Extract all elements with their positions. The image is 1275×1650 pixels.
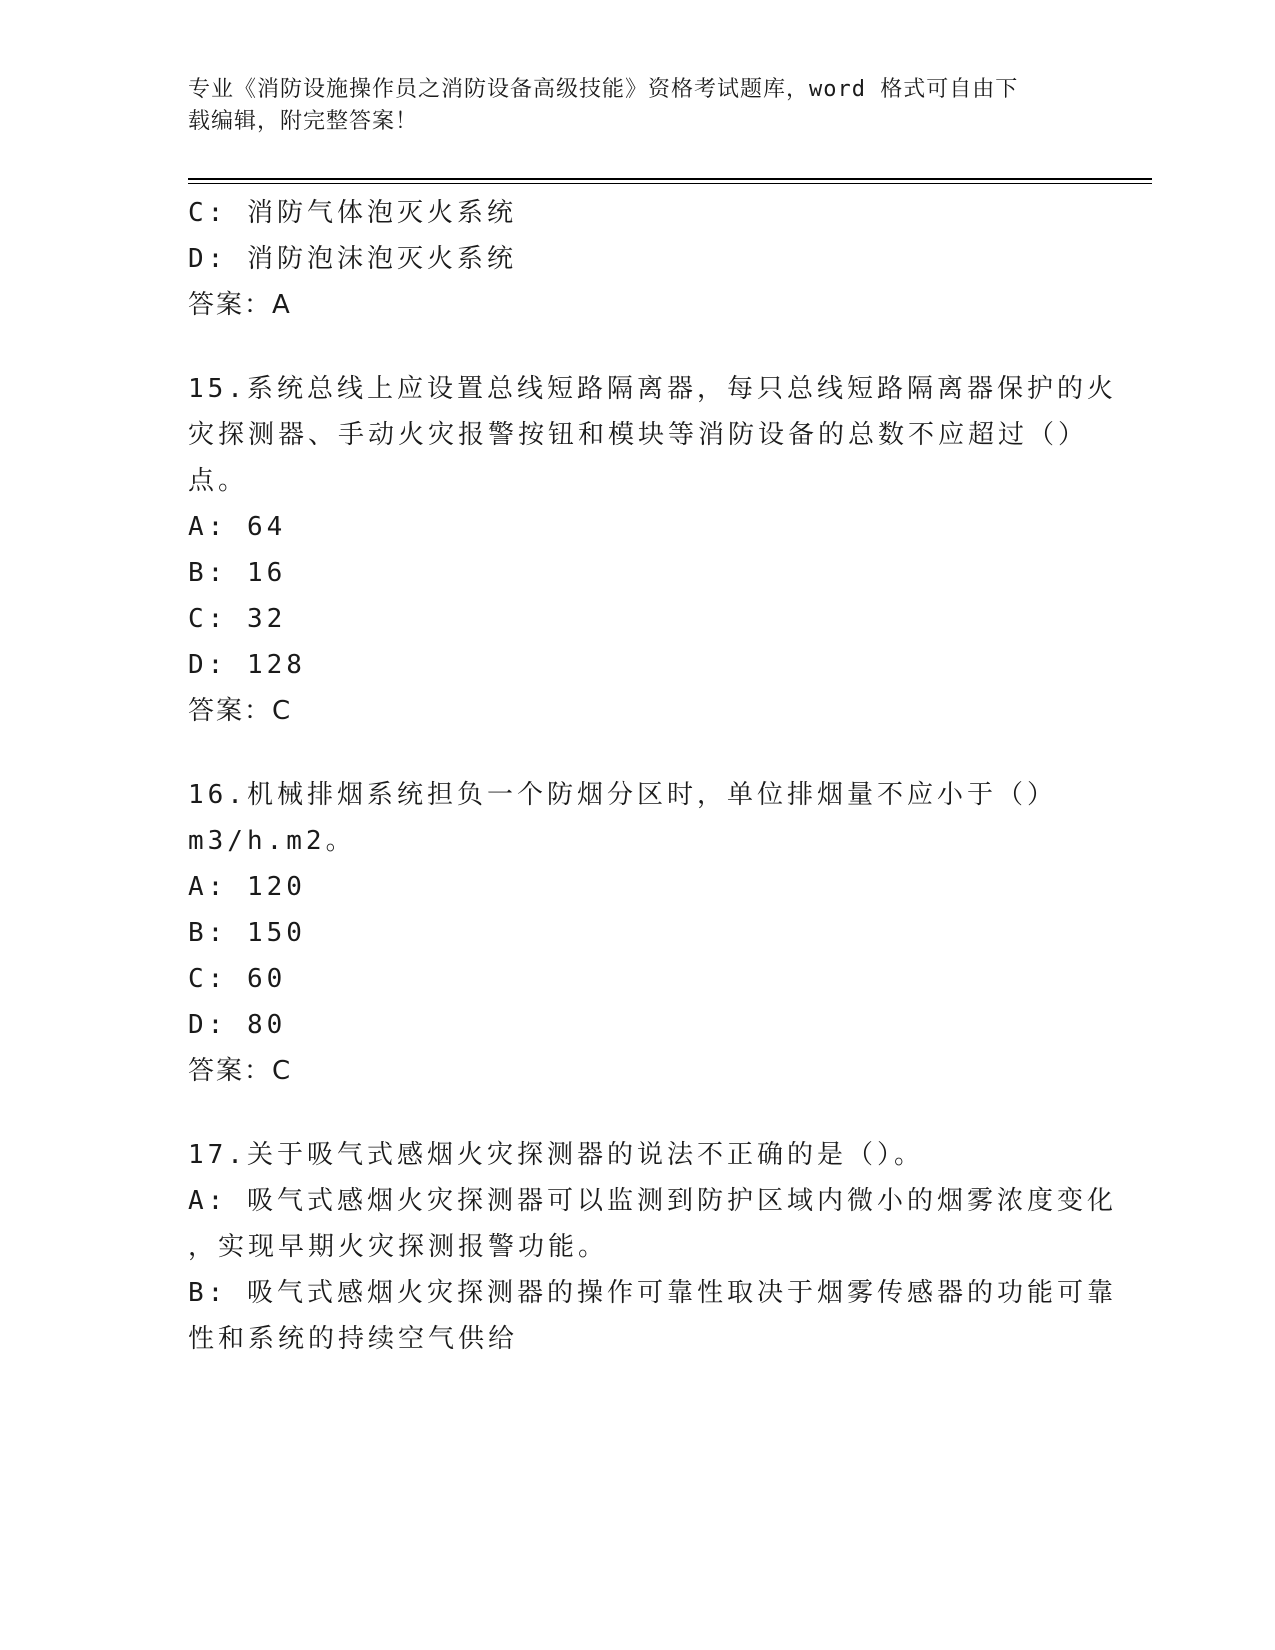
option-d: D: 80 <box>188 1010 287 1040</box>
option-a-continued: ，实现早期火灾探测报警功能。 <box>188 1232 609 1262</box>
option-c: C: 60 <box>188 964 287 994</box>
option-c: C: 32 <box>188 604 287 634</box>
option-a: A: 吸气式感烟火灾探测器可以监测到防护区域内微小的烟雾浓度变化 <box>188 1186 1117 1216</box>
option-b-continued: 性和系统的持续空气供给 <box>188 1324 519 1354</box>
answer-line: 答案：C <box>188 1056 293 1086</box>
option-a: A: 64 <box>188 512 287 542</box>
question-stem-line: 点。 <box>188 466 249 496</box>
question-gap <box>188 734 1088 772</box>
answer-line: 答案：C <box>188 696 293 726</box>
question-stem-line: m3/h.m2。 <box>188 826 356 856</box>
header-text-line-1: 专业《消防设施操作员之消防设备高级技能》资格考试题库，word 格式可自由下 <box>188 77 1019 102</box>
option-b: B: 150 <box>188 918 306 948</box>
question-gap <box>188 1094 1088 1132</box>
answer-line: 答案：A <box>188 290 292 320</box>
carryover-question <box>188 190 1088 328</box>
question-stem-line: 17.关于吸气式感烟火灾探测器的说法不正确的是（）。 <box>188 1140 924 1170</box>
question-stem-line: 灾探测器、手动火灾报警按钮和模块等消防设备的总数不应超过（） <box>188 420 1089 450</box>
question-15 <box>188 366 1117 734</box>
question-17 <box>188 1132 1117 1362</box>
header-text-line-2: 载编辑，附完整答案！ <box>188 109 419 134</box>
question-content <box>188 190 1117 1362</box>
option-d: D: 128 <box>188 650 306 680</box>
option-b: B: 16 <box>188 558 287 588</box>
question-stem-line: 15.系统总线上应设置总线短路隔离器，每只总线短路隔离器保护的火 <box>188 374 1117 404</box>
option-c: C: 消防气体泡灭火系统 <box>188 198 517 228</box>
option-a: A: 120 <box>188 872 306 902</box>
question-gap <box>188 328 1088 366</box>
header-divider-thin <box>188 183 1152 184</box>
question-16 <box>188 772 1088 1094</box>
question-stem-line: 16.机械排烟系统担负一个防烟分区时，单位排烟量不应小于（） <box>188 780 1057 810</box>
option-b: B: 吸气式感烟火灾探测器的操作可靠性取决于烟雾传感器的功能可靠 <box>188 1278 1117 1308</box>
option-d: D: 消防泡沫泡灭火系统 <box>188 244 517 274</box>
header-divider-thick <box>188 178 1152 180</box>
document-header <box>188 74 1068 138</box>
